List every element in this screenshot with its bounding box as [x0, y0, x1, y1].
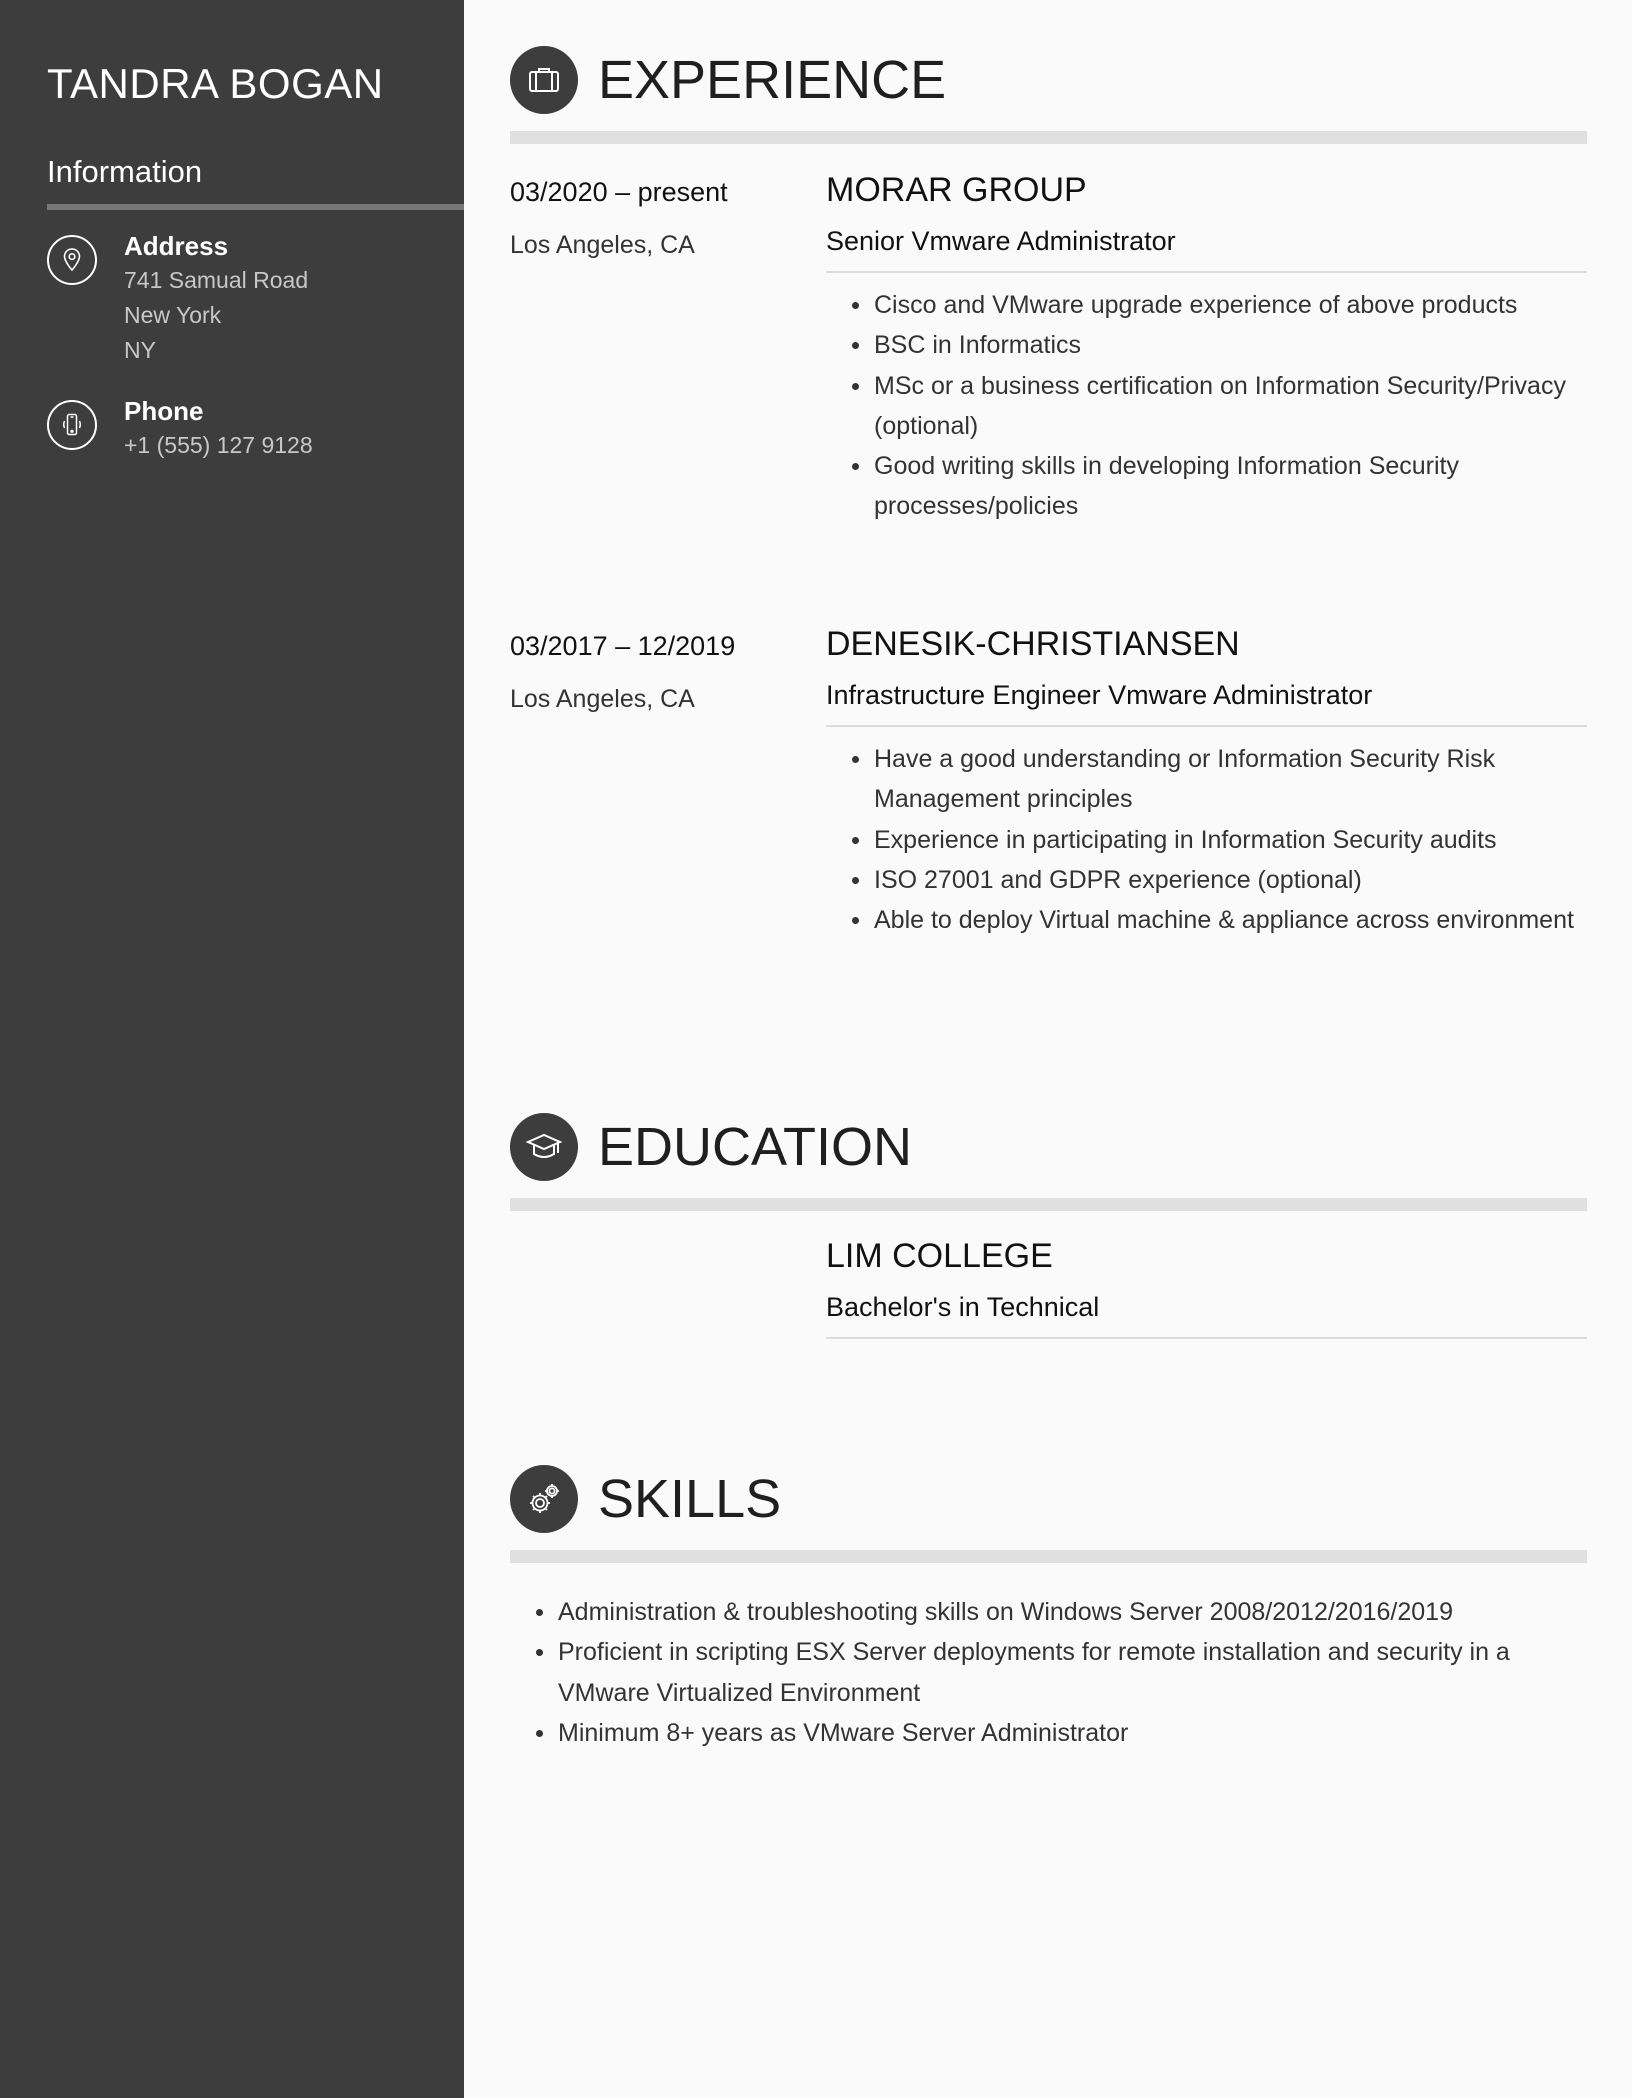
experience-title: EXPERIENCE: [598, 50, 947, 110]
bullet-item: Good writing skills in developing Information Security processes/policies: [874, 446, 1587, 527]
education-divider: [510, 1198, 1587, 1211]
skill-item: Proficient in scripting ESX Server deployments for remote installation and security in a VMware Virtualized Environment: [558, 1632, 1588, 1713]
information-divider: [47, 204, 464, 210]
address-line-1: 741 Samual Road: [124, 267, 309, 293]
skills-list: [510, 1592, 1588, 1753]
location-pin-icon: [47, 235, 97, 285]
phone-number: +1 (555) 127 9128: [124, 432, 313, 458]
information-heading: Information: [47, 154, 203, 189]
gears-icon: [510, 1465, 578, 1533]
phone-icon: [47, 400, 97, 450]
education-title: EDUCATION: [598, 1117, 913, 1177]
skill-item: Administration & troubleshooting skills on Windows Server 2008/2012/2016/2019: [558, 1592, 1588, 1632]
address-label: Address: [124, 231, 229, 261]
bullet-item: ISO 27001 and GDPR experience (optional): [874, 860, 1587, 900]
skill-item: Minimum 8+ years as VMware Server Administrator: [558, 1713, 1588, 1753]
bullet-item: Experience in participating in Information Security audits: [874, 820, 1587, 860]
briefcase-icon: [510, 46, 578, 114]
education-institution: LIM COLLEGE: [826, 1237, 1053, 1275]
entry-details: [826, 171, 1587, 527]
entry-bullets: [826, 739, 1587, 940]
bullet-item: Able to deploy Virtual machine & appliance across environment: [874, 900, 1587, 940]
education-header: [510, 1113, 1587, 1213]
entry-location: Los Angeles, CA: [510, 231, 695, 259]
graduation-cap-icon: [510, 1113, 578, 1181]
entry-role: Senior Vmware Administrator: [826, 223, 1587, 273]
address-line-3: NY: [124, 337, 156, 363]
skills-title: SKILLS: [598, 1469, 782, 1529]
experience-header: [510, 46, 1587, 146]
bullet-item: MSc or a business certification on Information Security/Privacy (optional): [874, 366, 1587, 447]
entry-details: [826, 625, 1587, 940]
address-line-2: New York: [124, 302, 222, 328]
address-text: [124, 229, 444, 368]
phone-text: [124, 394, 444, 463]
skills-divider: [510, 1550, 1587, 1563]
bullet-item: Cisco and VMware upgrade experience of above products: [874, 285, 1587, 325]
education-details: [826, 1237, 1587, 1339]
phone-label: Phone: [124, 396, 204, 426]
entry-organization: MORAR GROUP: [826, 171, 1087, 209]
entry-dates: 03/2020 – present: [510, 177, 728, 207]
bullet-item: BSC in Informatics: [874, 325, 1587, 365]
entry-role: Infrastructure Engineer Vmware Administrator: [826, 677, 1587, 727]
sidebar: [0, 0, 464, 2098]
entry-bullets: [826, 285, 1587, 527]
entry-organization: DENESIK-CHRISTIANSEN: [826, 625, 1240, 663]
entry-location: Los Angeles, CA: [510, 685, 695, 713]
candidate-name: TANDRA BOGAN: [47, 60, 384, 107]
bullet-item: Have a good understanding or Information Security Risk Management principles: [874, 739, 1587, 820]
education-degree: Bachelor's in Technical: [826, 1289, 1587, 1339]
entry-dates: 03/2017 – 12/2019: [510, 631, 736, 661]
skills-header: [510, 1465, 1587, 1565]
experience-divider: [510, 131, 1587, 144]
